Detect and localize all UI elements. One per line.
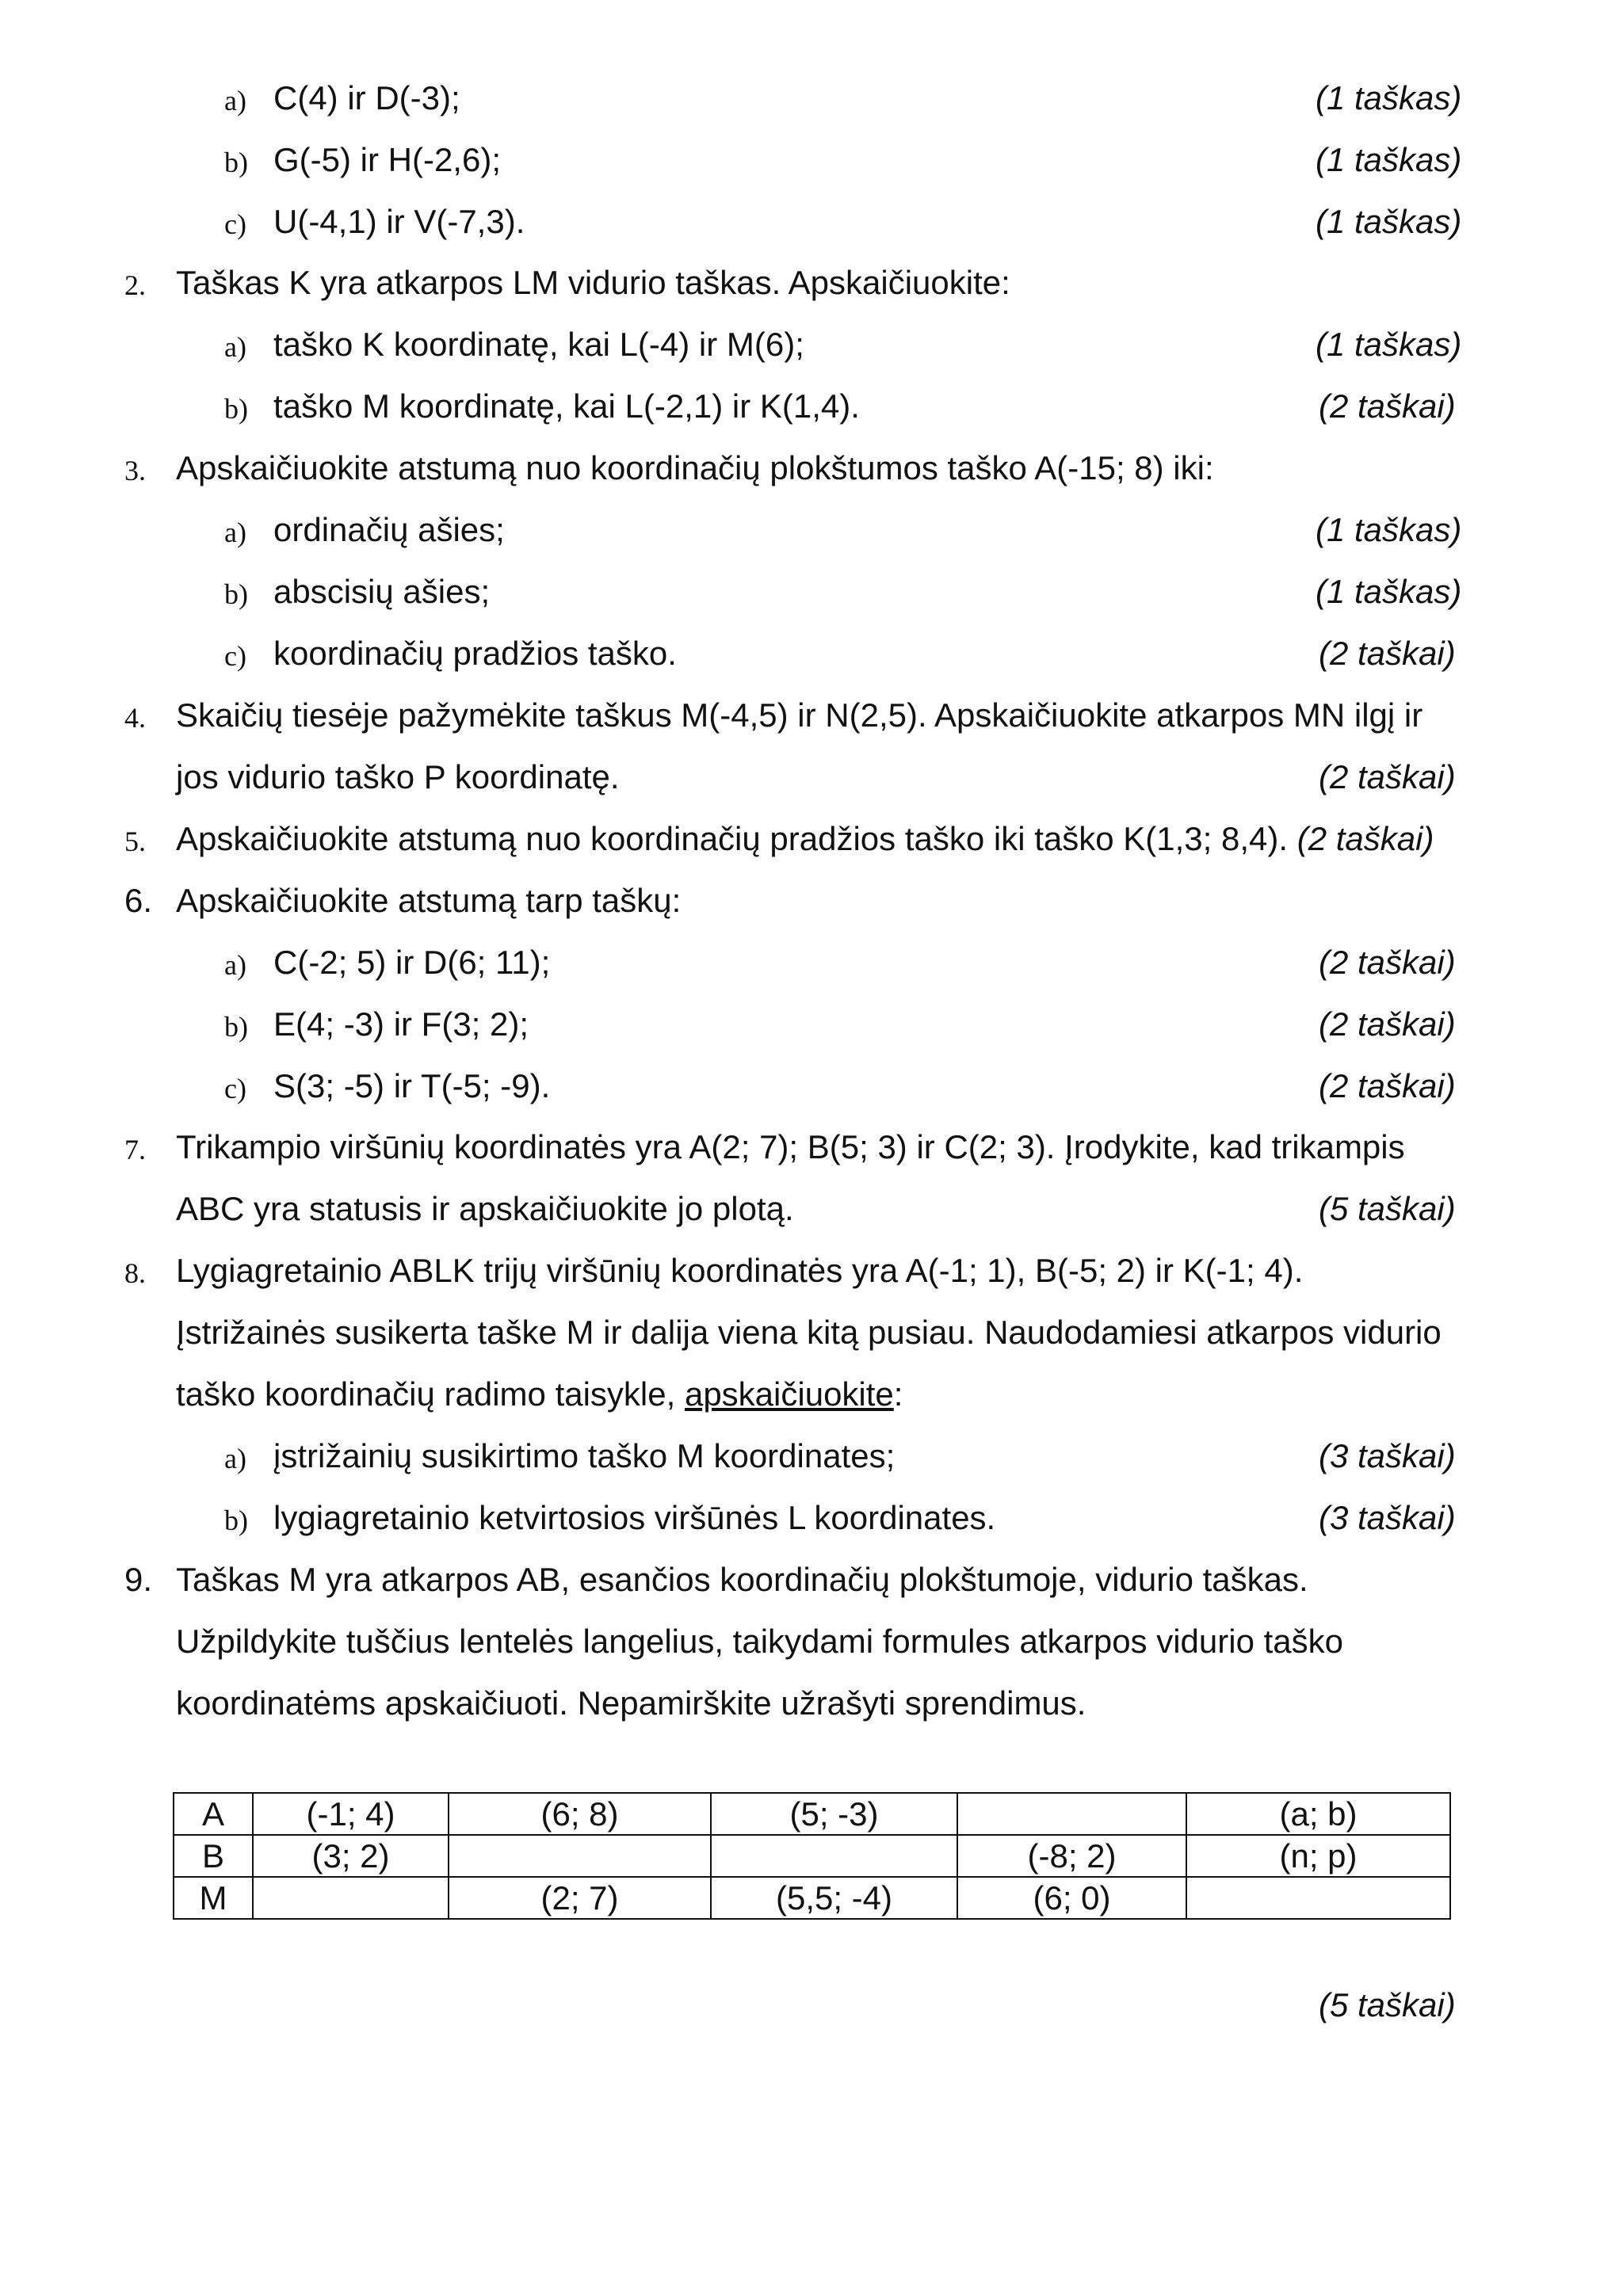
- item-text: ordinačių ašies;: [273, 511, 505, 548]
- item-points: (1 taškas): [1316, 326, 1462, 363]
- question-number: 3.: [124, 455, 146, 486]
- q2-item-a: [0, 326, 1623, 373]
- q1-item-a: [0, 79, 1623, 127]
- q6-item-c: [0, 1067, 1623, 1115]
- question-number: 2.: [124, 269, 146, 301]
- line-3-text: taško koordinačių radimo taisykle,: [176, 1375, 685, 1413]
- item-points: (3 taškai): [1319, 1499, 1456, 1536]
- item-points: (3 taškai): [1319, 1437, 1456, 1474]
- question-4: [0, 696, 1623, 744]
- q6-item-a: [0, 944, 1623, 991]
- table-cell: (5,5; -4): [711, 1877, 957, 1919]
- item-text: U(-4,1) ir V(-7,3).: [273, 203, 525, 240]
- item-points: (2 taškai): [1319, 944, 1456, 981]
- question-text-line-1: Taškas M yra atkarpos AB, esančios koordinačių plokštumoje, vidurio taškas.: [176, 1561, 1308, 1598]
- underlined-word: apskaičiuokite: [684, 1375, 894, 1413]
- item-text: koordinačių pradžios taško.: [273, 635, 677, 672]
- item-label: a): [224, 1443, 246, 1474]
- item-label: c): [224, 1073, 246, 1104]
- item-label: b): [224, 1505, 248, 1536]
- item-text: S(3; -5) ir T(-5; -9).: [273, 1067, 551, 1104]
- item-text: taško K koordinatę, kai L(-4) ir M(6);: [273, 326, 804, 363]
- question-text-line-3: koordinatėms apskaičiuoti. Nepamirškite užrašyti sprendimus.: [176, 1684, 1086, 1722]
- item-points: (2 taškai): [1319, 1067, 1456, 1104]
- question-points: (2 taškai): [1296, 820, 1434, 857]
- table-row-b: [174, 1835, 1450, 1877]
- item-points: (1 taškas): [1316, 573, 1462, 610]
- table-row-m: [174, 1877, 1450, 1919]
- item-text: C(4) ir D(-3);: [273, 79, 460, 116]
- table-cell: (n; p): [1186, 1835, 1450, 1877]
- item-label: a): [224, 949, 246, 981]
- table-cell: (6; 8): [449, 1793, 711, 1835]
- question-text-line-2: ABC yra statusis ir apskaičiuokite jo plotą.: [176, 1190, 794, 1227]
- question-text-line-2: Įstrižainės susikerta taške M ir dalija viena kitą pusiau. Naudodamiesi atkarpos vidurio: [176, 1314, 1442, 1351]
- question-4-continued: [0, 758, 1623, 806]
- table-cell[interactable]: [1186, 1877, 1450, 1919]
- table-cell: (5; -3): [711, 1793, 957, 1835]
- question-8-line-3: [0, 1375, 1623, 1423]
- question-text-line-1: Skaičių tiesėje pažymėkite taškus M(-4,5) ir N(2,5). Apskaičiuokite atkarpos MN ilgį ir: [176, 696, 1423, 734]
- table-cell: (a; b): [1186, 1793, 1450, 1835]
- item-label: a): [224, 85, 246, 116]
- item-points: (2 taškai): [1319, 1005, 1456, 1043]
- question-text: [176, 820, 1434, 858]
- question-points: (5 taškai): [1319, 1986, 1456, 2023]
- table-cell[interactable]: [711, 1835, 957, 1877]
- question-text: Taškas K yra atkarpos LM vidurio taškas. Apskaičiuokite:: [176, 264, 1010, 301]
- item-text: abscisių ašies;: [273, 573, 491, 610]
- q1-item-c: [0, 203, 1623, 250]
- item-text: lygiagretainio ketvirtosios viršūnės L koordinates.: [273, 1499, 996, 1536]
- question-6: [0, 882, 1623, 929]
- question-text-line-2: jos vidurio taško P koordinatę.: [176, 758, 620, 795]
- item-label: c): [224, 208, 246, 240]
- item-text: G(-5) ir H(-2,6);: [273, 141, 501, 178]
- question-9-line-2: [0, 1623, 1623, 1670]
- item-label: a): [224, 331, 246, 363]
- q3-item-a: [0, 511, 1623, 559]
- item-text: įstrižainių susikirtimo taško M koordinates;: [273, 1437, 896, 1474]
- q3-item-b: [0, 573, 1623, 620]
- question-7: [0, 1128, 1623, 1176]
- item-label: a): [224, 517, 246, 548]
- q8-item-b: [0, 1499, 1623, 1547]
- question-text-line-3: [176, 1375, 903, 1413]
- question-number: 6.: [124, 882, 153, 919]
- q8-item-a: [0, 1437, 1623, 1485]
- item-points: (2 taškai): [1319, 635, 1456, 672]
- table-row-a: [174, 1793, 1450, 1835]
- question-9-points-line: [0, 1986, 1623, 2034]
- q6-item-b: [0, 1005, 1623, 1053]
- question-points: (5 taškai): [1319, 1190, 1456, 1227]
- item-points: (2 taškai): [1319, 387, 1456, 425]
- item-label: c): [224, 640, 246, 672]
- q2-item-b: [0, 387, 1623, 435]
- question-text-body: Apskaičiuokite atstumą nuo koordinačių pradžios taško iki taško K(1,3; 8,4).: [176, 820, 1289, 857]
- table-cell: (6; 0): [957, 1877, 1186, 1919]
- item-text: E(4; -3) ir F(3; 2);: [273, 1005, 529, 1043]
- table-cell[interactable]: [449, 1835, 711, 1877]
- table-cell[interactable]: [253, 1877, 449, 1919]
- question-9-line-3: [0, 1684, 1623, 1732]
- item-points: (1 taškas): [1316, 79, 1462, 116]
- question-text-line-1: Lygiagretainio ABLK trijų viršūnių koordinatės yra A(-1; 1), B(-5; 2) ir K(-1; 4).: [176, 1252, 1304, 1289]
- item-label: b): [224, 147, 248, 178]
- table-cell: (2; 7): [449, 1877, 711, 1919]
- question-7-continued: [0, 1190, 1623, 1238]
- table-cell: (-1; 4): [253, 1793, 449, 1835]
- question-points: (2 taškai): [1319, 758, 1456, 795]
- table-cell: (3; 2): [253, 1835, 449, 1877]
- question-8: [0, 1252, 1623, 1299]
- question-number: 8.: [124, 1257, 146, 1289]
- table-cell[interactable]: [957, 1793, 1186, 1835]
- question-text-line-1: Trikampio viršūnių koordinatės yra A(2; 7); B(5; 3) ir C(2; 3). Įrodykite, kad trikampis: [176, 1128, 1405, 1165]
- question-2: [0, 264, 1623, 311]
- question-number: 4.: [124, 702, 146, 734]
- question-text-line-2: Užpildykite tuščius lentelės langelius, taikydami formules atkarpos vidurio taško: [176, 1623, 1343, 1660]
- table-cell: M: [174, 1877, 253, 1919]
- item-text: C(-2; 5) ir D(6; 11);: [273, 944, 551, 981]
- item-label: b): [224, 1011, 248, 1043]
- q1-item-b: [0, 141, 1623, 189]
- item-text: taško M koordinatę, kai L(-2,1) ir K(1,4).: [273, 387, 860, 425]
- question-number: 7.: [124, 1134, 146, 1165]
- table-cell: (-8; 2): [957, 1835, 1186, 1877]
- question-text: Apskaičiuokite atstumą nuo koordinačių plokštumos taško A(-15; 8) iki:: [176, 449, 1214, 486]
- item-points: (1 taškas): [1316, 141, 1462, 178]
- question-text: Apskaičiuokite atstumą tarp taškų:: [176, 882, 682, 919]
- question-number: 5.: [124, 826, 146, 857]
- item-points: (1 taškas): [1316, 203, 1462, 240]
- item-points: (1 taškas): [1316, 511, 1462, 548]
- item-label: b): [224, 393, 248, 425]
- question-8-line-2: [0, 1314, 1623, 1361]
- item-label: b): [224, 578, 248, 610]
- question-3: [0, 449, 1623, 497]
- q3-item-c: [0, 635, 1623, 682]
- table-cell: A: [174, 1793, 253, 1835]
- line-3-colon: :: [893, 1375, 903, 1413]
- table-cell: B: [174, 1835, 253, 1877]
- question-number: 9.: [124, 1561, 153, 1598]
- question-9: [0, 1561, 1623, 1608]
- midpoint-table: [173, 1792, 1451, 1920]
- question-5: [0, 820, 1623, 868]
